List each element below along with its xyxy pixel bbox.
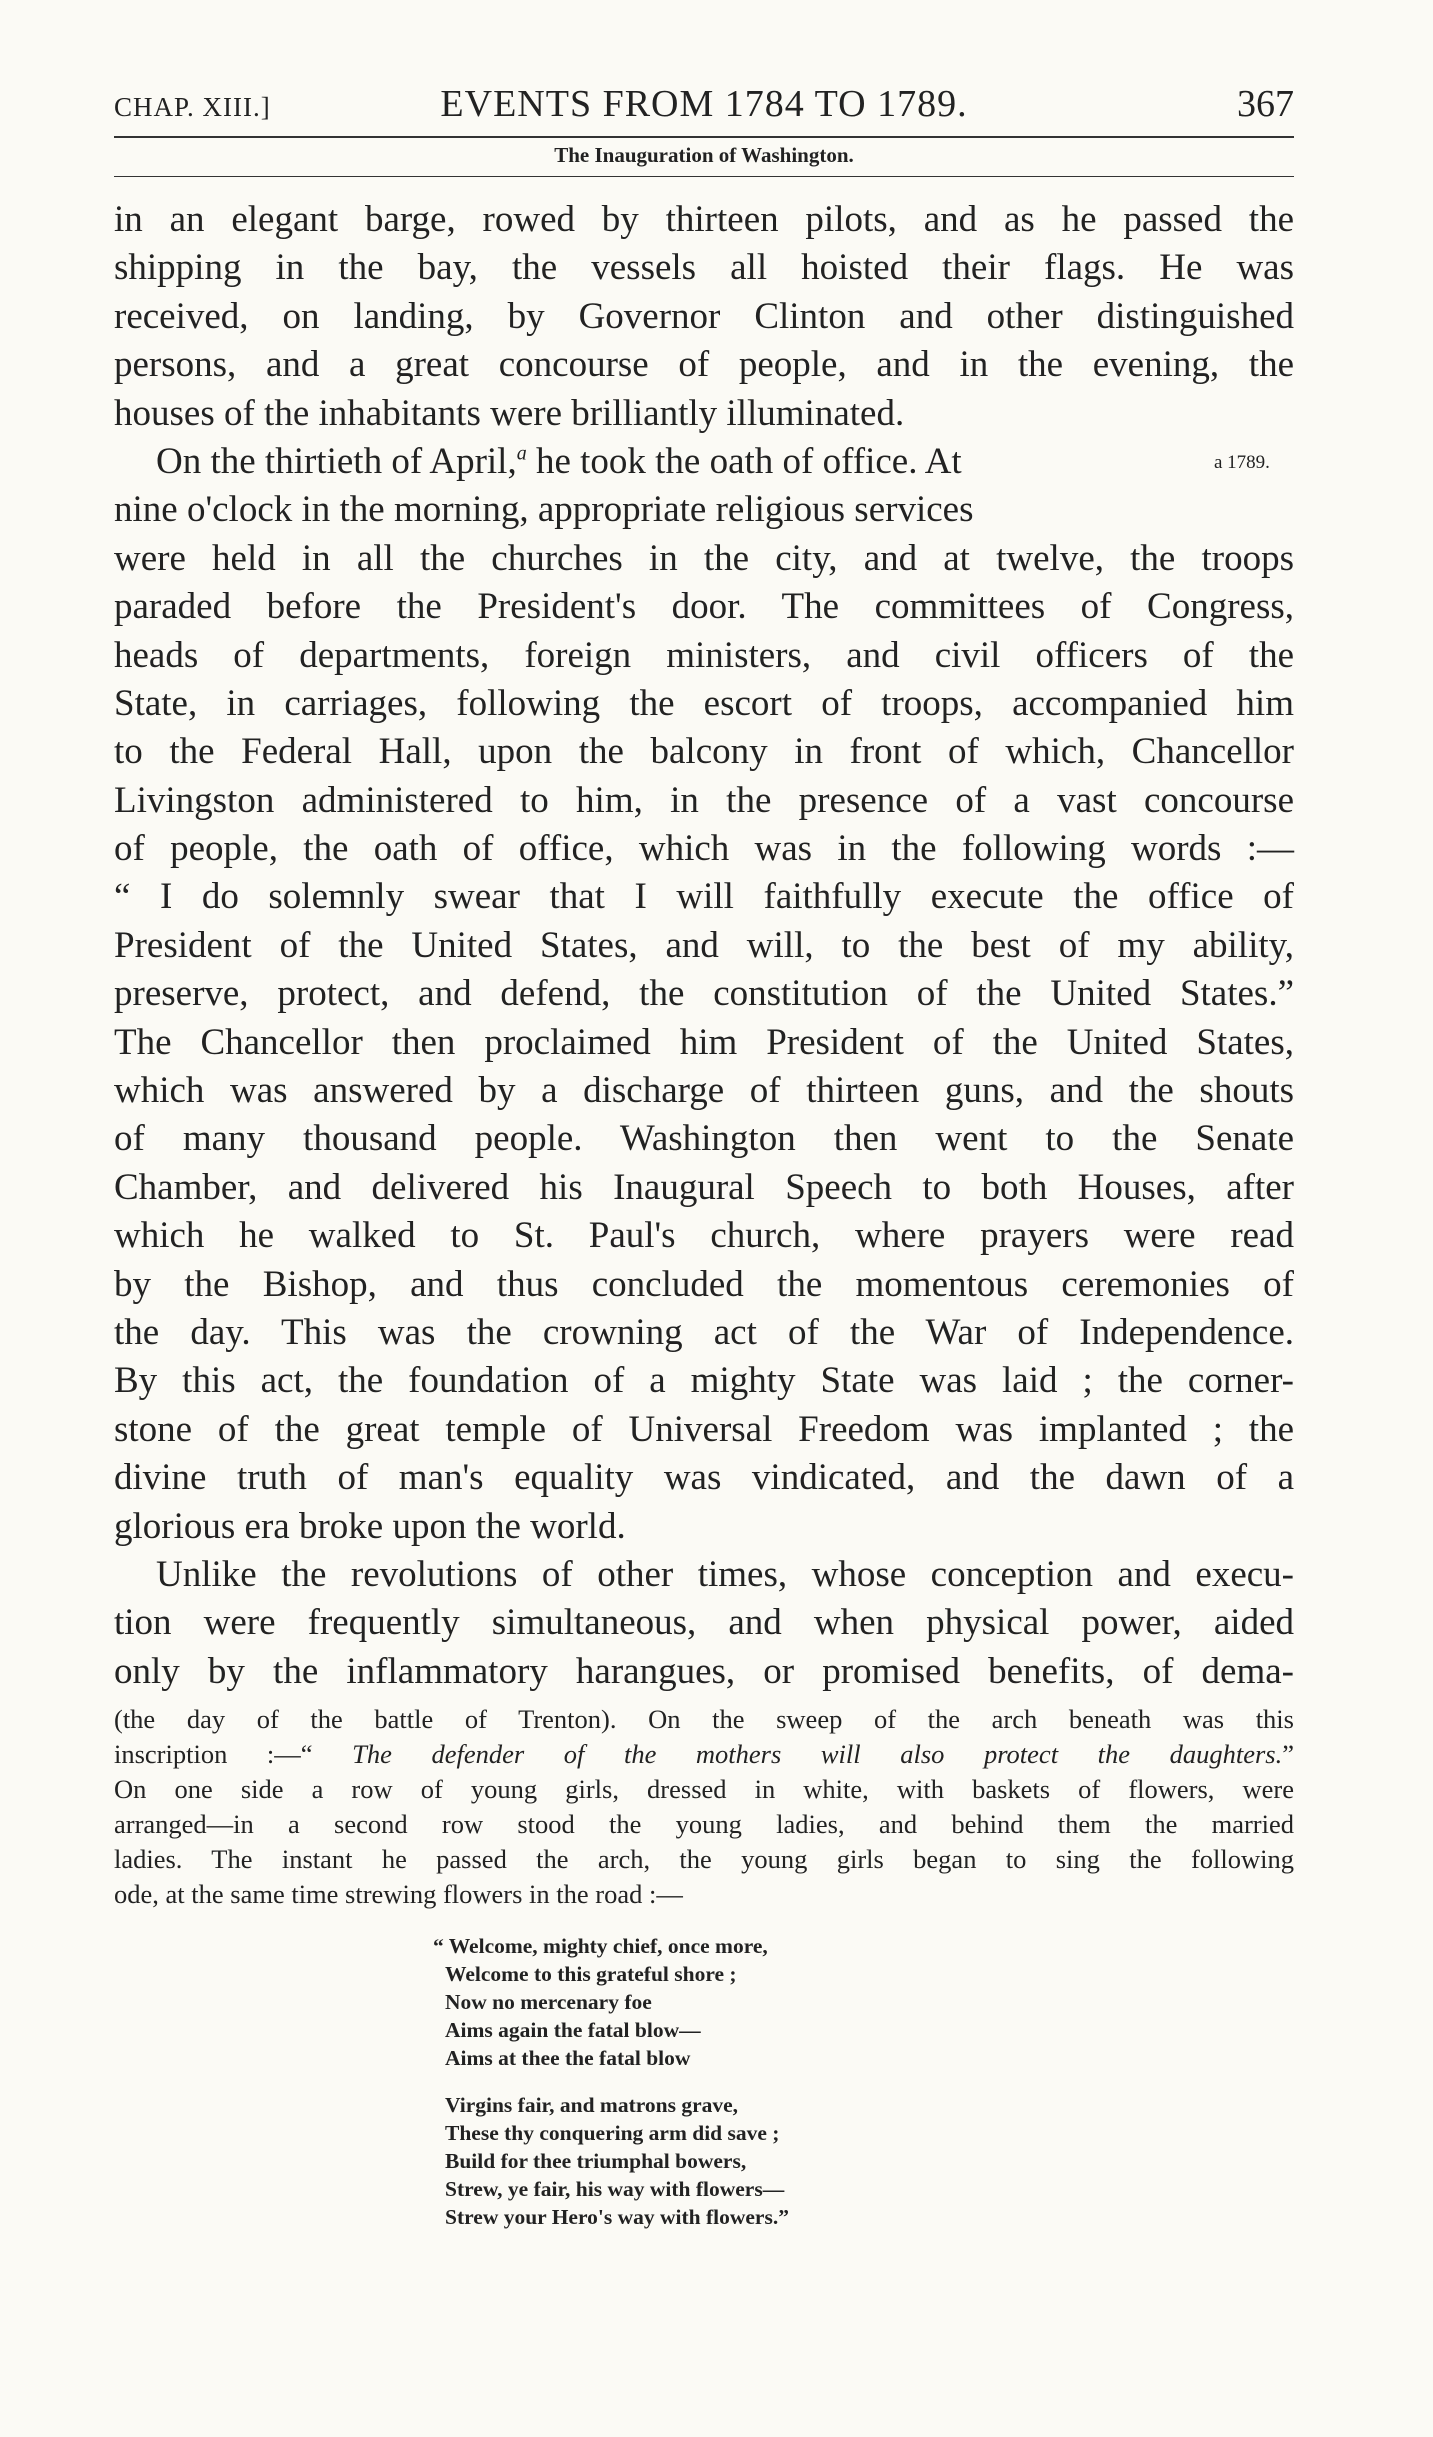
footnote xyxy=(114,1702,1294,1912)
text-line: heads of departments, foreign ministers, and civil officers of the xyxy=(114,634,1294,676)
text-line: The Chancellor then proclaimed him President of the United States, xyxy=(114,1021,1294,1063)
text-line: which was answered by a discharge of thirteen guns, and the shouts xyxy=(114,1070,1294,1112)
running-title: EVENTS FROM 1784 TO 1789. xyxy=(440,83,968,125)
margin-date-note: a 1789. xyxy=(1214,452,1270,473)
text-line: President of the United States, and will, to the best of my ability, xyxy=(114,924,1294,966)
poem-line: Now no mercenary foe xyxy=(445,1990,652,2014)
section-subheading: The Inauguration of Washington. xyxy=(554,143,854,167)
footnote-line: (the day of the battle of Trenton). On the sweep of the arch beneath was this xyxy=(114,1704,1294,1734)
text-line: State, in carriages, following the escort of troops, accompanied him xyxy=(114,682,1294,724)
footnote-line xyxy=(114,1737,1294,1772)
text-line: by the Bishop, and thus concluded the momentous ceremonies of xyxy=(114,1263,1294,1305)
text-line: nine o'clock in the morning, appropriate religious services xyxy=(114,489,974,531)
poem-line: These thy conquering arm did save ; xyxy=(445,2121,780,2145)
text-line xyxy=(114,438,1294,486)
chapter-label: CHAP. XIII.] xyxy=(114,92,271,122)
text-line: divine truth of man's equality was vindicated, and the dawn of a xyxy=(114,1457,1294,1499)
running-head xyxy=(114,82,1294,132)
poem-line: Aims again the fatal blow— xyxy=(445,2018,701,2042)
text-line: of many thousand people. Washington then went to the Senate xyxy=(114,1118,1294,1160)
text-line: were held in all the churches in the city, and at twelve, the troops xyxy=(114,537,1294,579)
text-line: “ I do solemnly swear that I will faithfully execute the office of xyxy=(114,876,1294,918)
page-number: 367 xyxy=(1237,83,1294,125)
subheading-rule xyxy=(114,176,1294,177)
text-fragment: he took the oath of office. At xyxy=(526,440,962,482)
poem-line: Strew your Hero's way with flowers.” xyxy=(445,2205,789,2229)
text-line: houses of the inhabitants were brilliantly illuminated. xyxy=(114,392,905,434)
header-rule xyxy=(114,136,1294,138)
text-line: Livingston administered to him, in the presence of a vast concourse xyxy=(114,779,1294,821)
text-line: Unlike the revolutions of other times, whose conception and execu- xyxy=(156,1553,1294,1595)
inscription-text: The defender of the mothers will also protect the daughters. xyxy=(352,1739,1283,1769)
text-fragment: On the thirtieth of April, xyxy=(156,440,517,482)
text-line: of people, the oath of office, which was in the following words :— xyxy=(114,828,1294,870)
footnote-line: ladies. The instant he passed the arch, the young girls began to sing the following xyxy=(114,1844,1294,1874)
text-line: shipping in the bay, the vessels all hoisted their flags. He was xyxy=(114,247,1294,289)
text-line: glorious era broke upon the world. xyxy=(114,1505,626,1547)
poem-line: Aims at thee the fatal blow xyxy=(445,2046,691,2070)
text-line: which he walked to St. Paul's church, where prayers were read xyxy=(114,1215,1294,1257)
main-text xyxy=(114,196,1294,1696)
poem-line: “ Welcome, mighty chief, once more, xyxy=(433,1934,768,1958)
text-line: Chamber, and delivered his Inaugural Speech to both Houses, after xyxy=(114,1166,1294,1208)
stanza-break xyxy=(445,2072,789,2091)
poem-line: Build for thee triumphal bowers, xyxy=(445,2149,747,2173)
poem-line: Strew, ye fair, his way with flowers— xyxy=(445,2177,785,2201)
text-line: only by the inflammatory harangues, or promised benefits, of dema- xyxy=(114,1650,1294,1692)
text-line: preserve, protect, and defend, the constitution of the United States.” xyxy=(114,973,1294,1015)
footnote-fragment: ” xyxy=(1282,1739,1294,1769)
footnote-marker: a xyxy=(516,442,527,465)
text-line: stone of the great temple of Universal Freedom was implanted ; the xyxy=(114,1408,1294,1450)
poem-line: Welcome to this grateful shore ; xyxy=(445,1962,737,1986)
footnote-line: arranged—in a second row stood the young ladies, and behind them the married xyxy=(114,1809,1294,1839)
text-line: the day. This was the crowning act of the War of Independence. xyxy=(114,1311,1294,1353)
text-line: persons, and a great concourse of people, and in the evening, the xyxy=(114,344,1294,386)
text-line: paraded before the President's door. The committees of Congress, xyxy=(114,586,1294,628)
footnote-line: On one side a row of young girls, dressed in white, with baskets of flowers, were xyxy=(114,1774,1294,1804)
text-line: received, on landing, by Governor Clinton and other distinguished xyxy=(114,295,1294,337)
text-line: By this act, the foundation of a mighty State was laid ; the corner- xyxy=(114,1360,1294,1402)
text-line: to the Federal Hall, upon the balcony in front of which, Chancellor xyxy=(114,731,1294,773)
text-line: tion were frequently simultaneous, and when physical power, aided xyxy=(114,1602,1294,1644)
footnote-line: ode, at the same time strewing flowers in the road :— xyxy=(114,1879,683,1909)
poem-line: Virgins fair, and matrons grave, xyxy=(445,2093,739,2117)
ode-poem xyxy=(433,1932,789,2231)
text-line: in an elegant barge, rowed by thirteen pilots, and as he passed the xyxy=(114,199,1294,240)
footnote-fragment: inscription :—“ xyxy=(114,1739,353,1769)
